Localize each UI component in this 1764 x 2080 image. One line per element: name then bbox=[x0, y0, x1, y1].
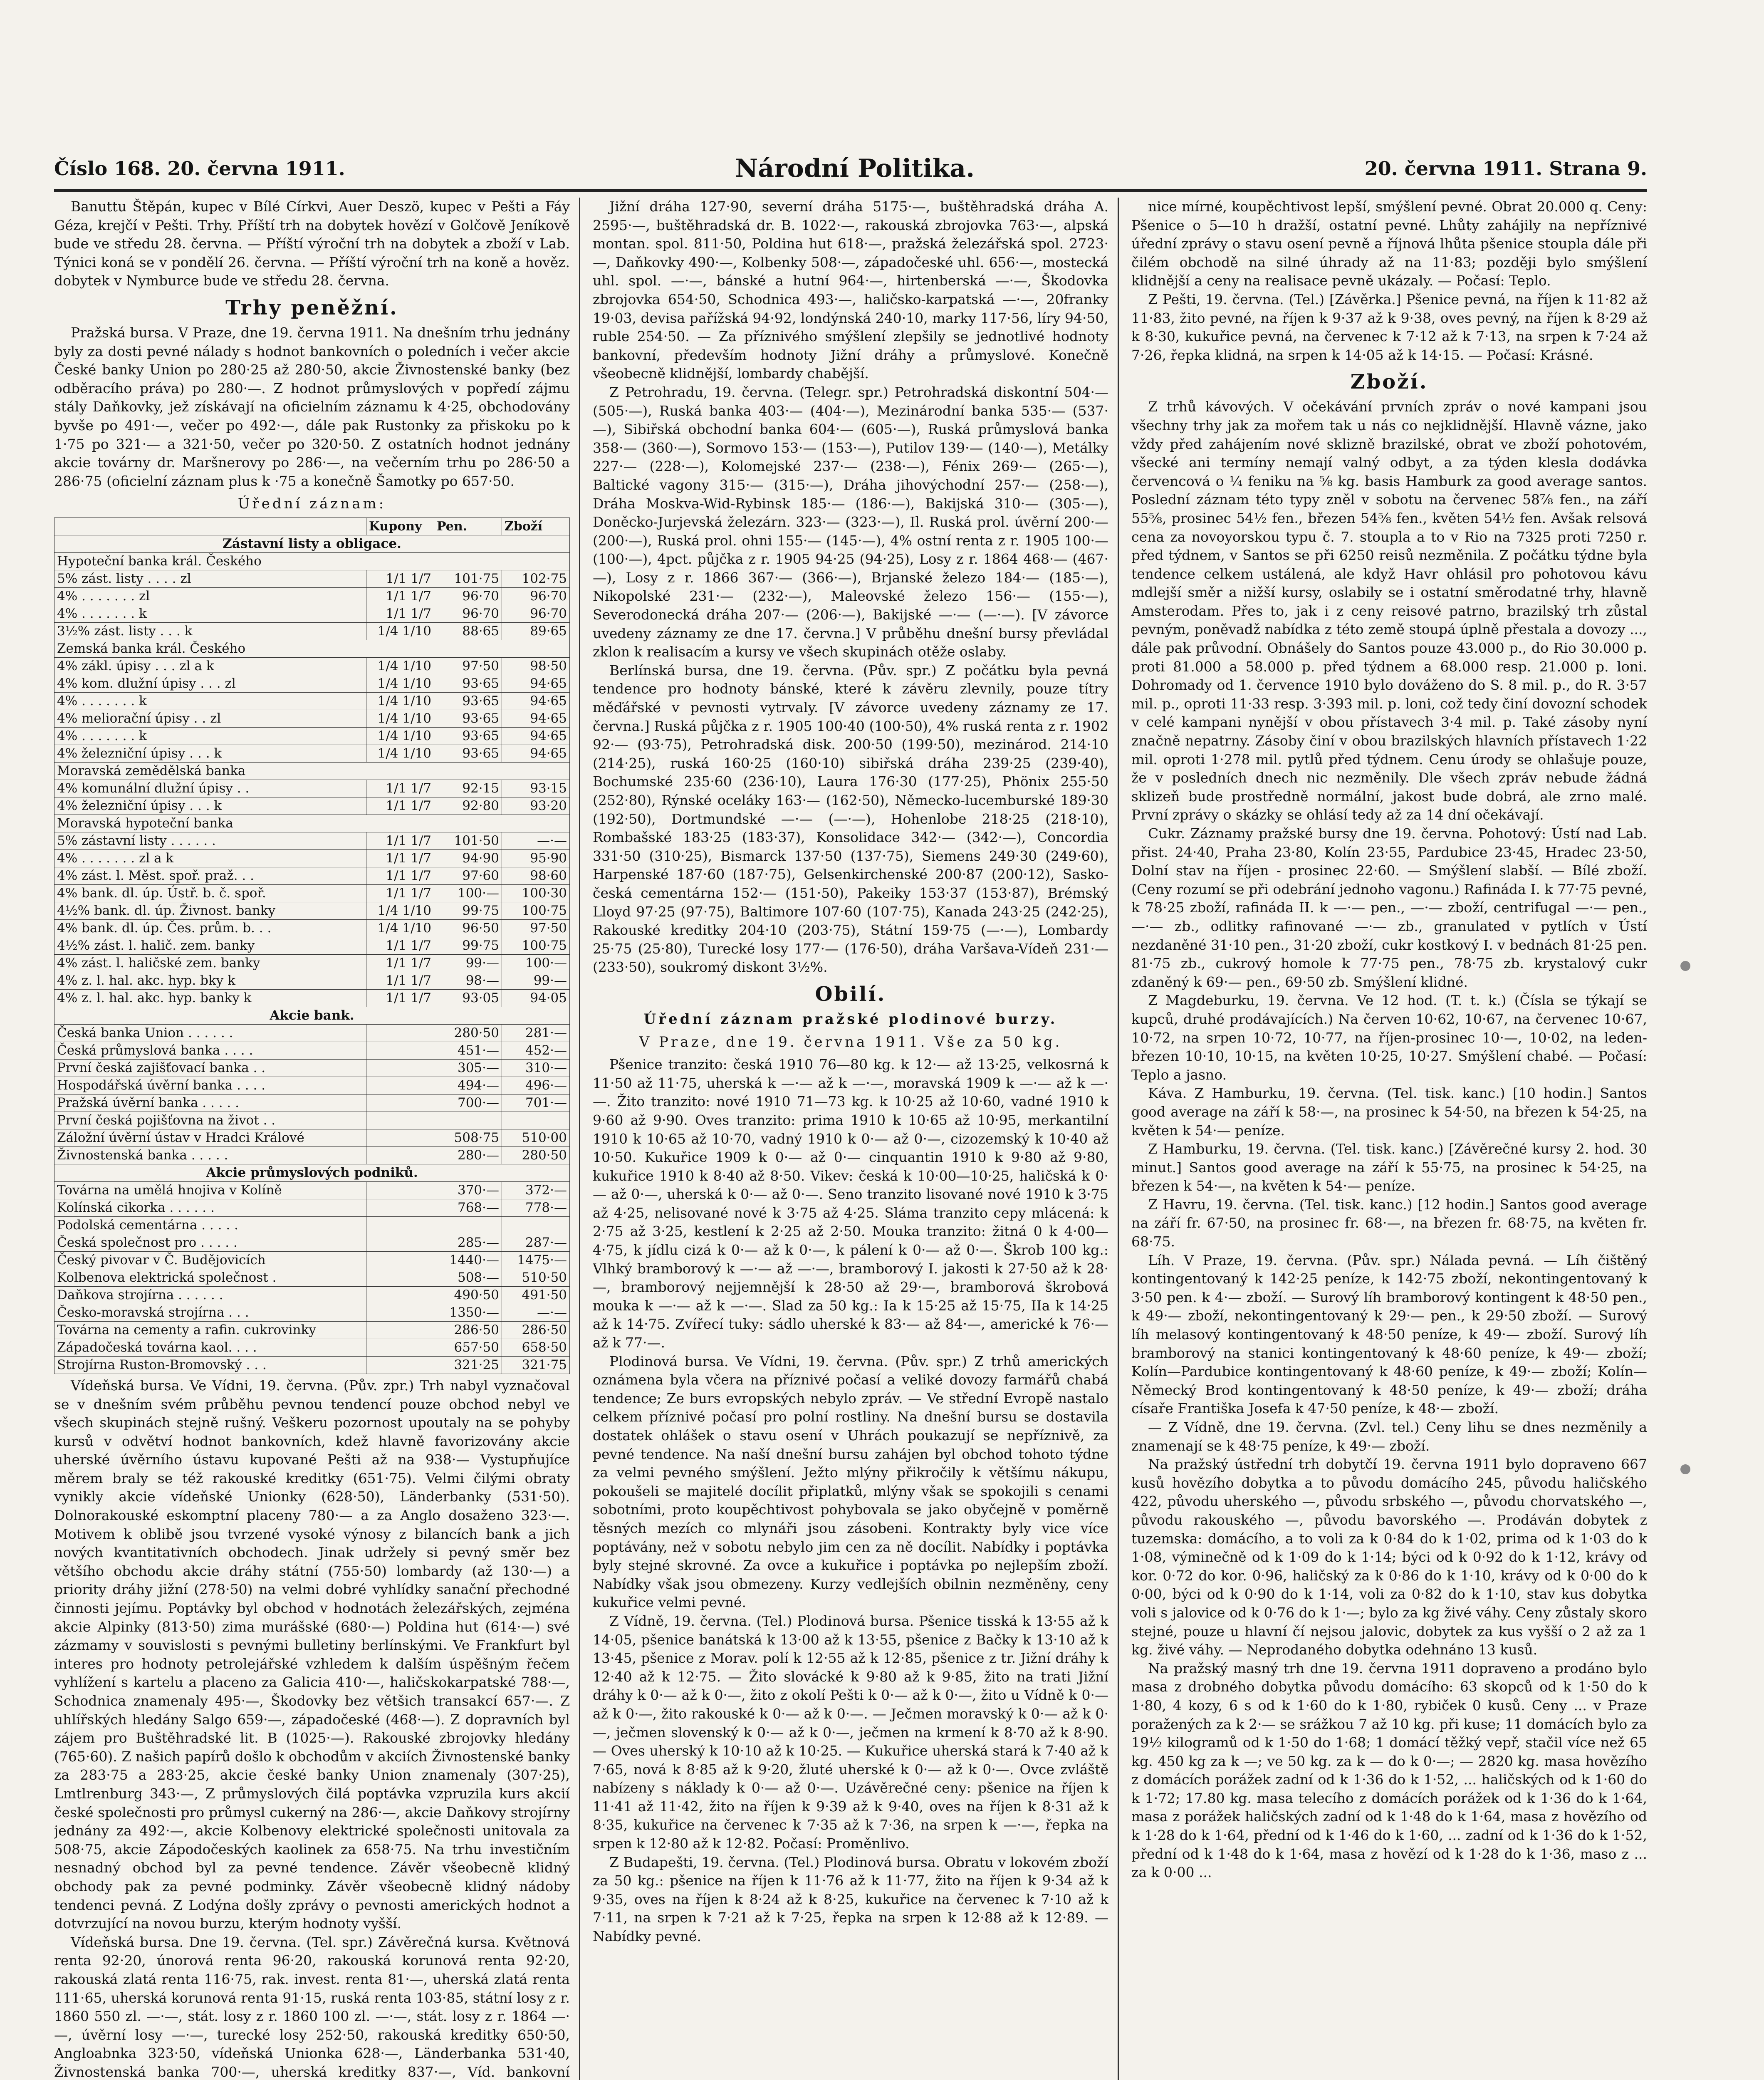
section-title-goods: Zboží. bbox=[1350, 370, 1428, 394]
column-divider bbox=[1118, 198, 1119, 2080]
table-cell-label: 4% . . . . . . . zl bbox=[54, 587, 366, 605]
sugar-article: Cukr. Záznamy pražské bursy dne 19. června. Pohotový: Ústí nad Lab. přist. 24·40, Praha 23·80, Kolín 23·55, Pardubice 23·45, Hradec 23·50, Dolní stav na říjen - prosinec 22·60. — Smýšlení slabší. — Bílé zboží. (Ceny rozumí se při odebrání jednoho vagonu.) Rafináda I. k 77·75 pevné, k 78·25 zboží, rafináda II. k —·— pen., —·— zboží, centrifugal —·— pen., —·— zb., odlitky rafinované —·— zb., granulated v pytlích v Ústí nezdaněné 31·10 pen., 31·20 zboží, cukr kostkový I. v bednách 81·25 pen. 81·75 zb., cukrový homole k 77·75 pen., 78·75 zb. krystalový cukr zdaněný k 69·— pen., 69·50 zb. Smýšlení klidné. bbox=[1131, 825, 1647, 990]
table-row bbox=[54, 954, 570, 972]
table-row bbox=[54, 552, 570, 570]
table-row bbox=[54, 780, 570, 797]
table-row bbox=[54, 692, 570, 710]
section-title-money-markets: Trhy peněžní. bbox=[225, 296, 398, 319]
table-cell-price: 88·65 bbox=[434, 622, 502, 640]
table-row bbox=[54, 570, 570, 587]
table-cell-label: 4% kom. dlužní úpisy . . . zl bbox=[54, 675, 366, 692]
page-header bbox=[54, 150, 1647, 187]
table-cell-price: 97·60 bbox=[434, 867, 502, 884]
table-cell-coupons: 1/4 1/10 bbox=[366, 902, 434, 919]
table-cell-label: Kolínská cikorka . . . . . . bbox=[54, 1199, 366, 1216]
table-cell-goods: 94·05 bbox=[502, 989, 570, 1007]
section-title-grain: Obilí. bbox=[815, 982, 886, 1006]
table-cell-label: Továrna na umělá hnojiva v Kolíně bbox=[54, 1181, 366, 1199]
budapest-commodity-article: Z Budapešti, 19. června. (Tel.) Plodinová bursa. Obratu v lokovém zboží za 50 kg.: pšenice na říjen k 11·76 až k 11·77, žito na říjen k 9·34 až k 9·35, oves na říjen k 8·24 až k 8·25, kukuřice na červenec k 7·10 až k 7·11, na srpen k 7·21 až k 7·25, řepka na srpen k 12·88 až k 12·89. — Nabídky pevné. bbox=[593, 1854, 1108, 1945]
table-cell-label: 4% zákl. úpisy . . . zl a k bbox=[54, 657, 366, 675]
table-cell-label: 4% . . . . . . . zl a k bbox=[54, 849, 366, 867]
table-header-row bbox=[54, 518, 570, 535]
table-cell-coupons bbox=[366, 1024, 434, 1042]
table-row bbox=[54, 535, 570, 552]
table-cell-goods: 321·75 bbox=[502, 1356, 570, 1374]
table-cell-coupons bbox=[366, 1251, 434, 1269]
table-cell-label: Záložní úvěrní ústav v Hradci Králové bbox=[54, 1129, 366, 1146]
table-cell-goods: 99·— bbox=[502, 972, 570, 989]
column-1 bbox=[54, 198, 570, 2080]
table-cell-label: 4% železniční úpisy . . . k bbox=[54, 797, 366, 815]
table-row bbox=[54, 1042, 570, 1059]
table-cell-coupons: 1/1 1/7 bbox=[366, 989, 434, 1007]
coffee-markets-article: Z trhů kávových. V očekávání prvních zpráv o nové kampani jsou všechny trhy jak za mořem tak u nás co nejklidnější. Hlavně vázne, jako vždy před zahájením nové sklizně brazilské, obrat ve zboží pohotovém, všecké ani termíny nemají valný odbyt, a za týden klesla dodávka červencová o ¼ feniku na ⅝ kg. basis Hamburk za good average santos. Poslední záznam této typy zněl v sobotu na červenec 58⅞ fen., na září 55⅝, prosinec 54½ fen., březen 54⅝ fen., květen 54½ fen. Avšak relsová cena za novoyorskou typu č. 7. stoupla a to v Rio na 7325 proti 7250 r. před týdnem, v Santos se při 6250 reisů nezměnila. Z počátku týdne byla tendence celkem ustálená, ale když Havr ohlásil pro pohotovou kávu mdlejší směr a nižší kursy, oslabily se i ostatní směrodatné trhy, hlavně Amsterodam. Přes to, jak i z ceny reisové patrno, brazilský trh zůstal pevným, poněvadž nabídka z této země stoupá úplně přestala a dovozy ..., dále pak průvodní. Obnášely do Santos pouze 43.000 p., do Rio 30.000 p. proti 81.000 a 58.000 p. před týdnem a 68.000 resp. 21.000 p. loni. Dohromady od 1. července 1910 bylo dováženo do S. 8 mil. p., do R. 3·57 mil. p., oproti 11·33 resp. 3·393 mil. p. loni, což tedy činí dovozní schodek v celé kampani nynější v obou přístavech 3·4 mil. p. Také zásoby nyní značně nepatrny. Zásoby činí v obou brazilských hlavních přístavech 1·22 mil. oproti 1·278 mil. pytlů před týdnem. Cenu úrody se ohlašuje pouze, že v posledních dnech nic nezměnily. Dle všech zpráv nebude žádná sklizeň bude prostředně normální, jakost bude dobrá, ale zrno malé. První zprávy o skázky se ohlásí tedy až za 14 dní očekávají. bbox=[1131, 399, 1647, 823]
table-cell-coupons bbox=[366, 1216, 434, 1234]
table-cell-coupons: 1/1 1/7 bbox=[366, 867, 434, 884]
table-row bbox=[54, 1007, 570, 1024]
table-cell-goods: 452·— bbox=[502, 1042, 570, 1059]
official-record-title: Úřední záznam: bbox=[238, 495, 386, 513]
table-cell-coupons: 1/4 1/10 bbox=[366, 622, 434, 640]
table-cell-goods: 98·50 bbox=[502, 657, 570, 675]
table-cell-goods: 96·70 bbox=[502, 605, 570, 622]
table-row bbox=[54, 640, 570, 657]
table-cell-label: 4% . . . . . . . k bbox=[54, 727, 366, 745]
table-row bbox=[54, 1112, 570, 1129]
table-cell-price: 99·75 bbox=[434, 902, 502, 919]
table-row bbox=[54, 1129, 570, 1146]
table-cell-goods: 778·— bbox=[502, 1199, 570, 1216]
berlin-exchange-article: Berlínská bursa, dne 19. června. (Pův. spr.) Z počátku byla pevná tendence pro hodnoty bánské, které k závěru zlevnily, pouze títry měďářské v pevnosti vytrvaly. [V závorce uvedeny záznamy ze 17. června.] Ruská půjčka z r. 1905 100·40 (100·50), 4% ruská renta z r. 1902 92·— (93·75), Petrohradská disk. 200·50 (199·50), mezinárod. 214·10 (214·25), ruská 160·25 (160·10) sibiřská dráha 239·25 (239·40), Bochumské 235·60 (236·10), Laura 176·30 (177·25), Phönix 255·50 (252·80), Rýnské oceláky 163·— (162·50), Německo-lucemburské 189·30 (192·50), Dortmundské —·— (—·—), Hohenlobe 218·25 (218·10), Rombašské 183·25 (183·37), Konsolidace 342·— (342·—), Concordia 331·50 (310·25), Bismarck 137·50 (137·75), Siemens 249·30 (249·60), Harpenské 187·60 (187·75), Gelsenkirchenské 200·87 (200·12), Sasko-česká cementárna 152·— (151·50), Pakeiky 153·37 (153·87), Brémský Lloyd 97·25 (97·75), Baltimore 107·60 (107·75), Kanada 243·25 (242·25), Rakouské kreditky 204·10 (203·75), Státní 159·75 (—·—), Lombardy 25·75 (25·80), Turecké losy 177·— (176·50), dráha Varšava-Vídeň 231·— (233·50), soukromý diskont 3½%. bbox=[593, 662, 1108, 976]
table-cell-coupons bbox=[366, 1321, 434, 1339]
spirits-article: Líh. V Praze, 19. června. (Pův. spr.) Nálada pevná. — Líh čištěný kontingentovaný k 142·25 peníze, k 142·75 zboží, nekontingentovaný k 3·50 pen. k 4·— zboží. — Surový líh bramborový kontingent k 48·50 pen., k 49·— zboží, nekontingentovaný k 29·— pen., k 29·50 zboží. — Surový líh melasový kontingentovaný k 48·50 peníze, k 49·— zboží. Surový líh bramborový na stanici kontingentovaný k 48·60 peníze, k 49·— zboží; Kolín—Pardubice kontingentovaný k 48·60 peníze, k 49·— zboží; Kolín—Německý Brod kontingentovaný k 48·50 peníze, k 49·— zboží; dráha císaře Františka Josefa k 47·50 peníze, k 48·— zboží. bbox=[1131, 1252, 1647, 1417]
table-cell-price: 490·50 bbox=[434, 1286, 502, 1304]
table-cell-price: 97·50 bbox=[434, 657, 502, 675]
table-row bbox=[54, 1251, 570, 1269]
table-cell-coupons bbox=[366, 1269, 434, 1286]
table-cell-coupons: 1/4 1/10 bbox=[366, 745, 434, 762]
table-cell-label: 5% zást. listy . . . . zl bbox=[54, 570, 366, 587]
table-cell-label: Pražská úvěrní banka . . . . . bbox=[54, 1094, 366, 1112]
header-rule bbox=[54, 189, 1647, 192]
table-cell-coupons: 1/4 1/10 bbox=[366, 919, 434, 937]
table-cell-label: 4% bank. dl. úp. Čes. prům. b. . . bbox=[54, 919, 366, 937]
table-cell-label: První česká zajišťovací banka . . bbox=[54, 1059, 366, 1077]
table-cell-coupons: 1/4 1/10 bbox=[366, 727, 434, 745]
table-cell-coupons: 1/1 1/7 bbox=[366, 832, 434, 849]
article-paragraph: nice mírné, koupěchtivost lepší, smýšlení pevné. Obrat 20.000 q. Ceny: Pšenice o 5—10 h dražší, ostatní pevné. Lhůty zahájily na nepříznivé úřední zprávy o stavu osení pevně a říjnová lhůta pšenice stoupla dále při čilém obchodě na silné úhrady až na 11·83; později bylo smýšlení klidnější a ceny na realisace pevně ukázaly. — Počasí: Teplo. bbox=[1131, 198, 1647, 289]
table-cell-label: Česko-moravská strojírna . . . bbox=[54, 1304, 366, 1321]
table-cell-label: Český pivovar v Č. Budějovicích bbox=[54, 1251, 366, 1269]
table-cell-goods: 94·65 bbox=[502, 727, 570, 745]
table-cell-label: Živnostenská banka . . . . . bbox=[54, 1146, 366, 1164]
table-row bbox=[54, 797, 570, 815]
table-group-heading: Hypoteční banka král. Českého bbox=[54, 552, 570, 570]
table-cell-coupons bbox=[366, 1059, 434, 1077]
table-section-heading: Akcie bank. bbox=[54, 1007, 570, 1024]
table-cell-label: 4% . . . . . . . k bbox=[54, 692, 366, 710]
table-cell-price: 508·75 bbox=[434, 1129, 502, 1146]
table-cell-price: 657·50 bbox=[434, 1339, 502, 1356]
table-row bbox=[54, 849, 570, 867]
table-row bbox=[54, 1356, 570, 1374]
table-cell-goods: 372·— bbox=[502, 1181, 570, 1199]
table-cell-goods: 310·— bbox=[502, 1059, 570, 1077]
table-row bbox=[54, 1181, 570, 1199]
table-cell-goods: 97·50 bbox=[502, 919, 570, 937]
article-paragraph: Jižní dráha 127·90, severní dráha 5175·—, buštěhradská dráha A. 2595·—, buštěhradská dr. B. 1022·—, rakouská zbrojovka 763·—, alpská montan. spol. 811·50, Poldina hut 618·—, pražská železářská spol. 2723·—, Daňkovky 490·—, Kolbenky 508·—, západočeské uhl. 656·—, mostecká uhl. spol. —·—, bánské a hutní 964·—, hirtenberská —·—, Škodovka zbrojovka 654·50, Schodnica 493·—, haličsko-karpatská —·—, 20franky 19·03, devisa pařížská 94·92, londýnská 240·10, marky 117·56, líry 94·50, ruble 254·50. — Za příznivého smýšlení zlepšily se jednotlivé hodnoty bankovní, především hodnoty Jižní dráhy a průmyslové. Konečně všeobecně klidnější, lombardy chabější. bbox=[593, 198, 1108, 382]
table-cell-label: 4½% bank. dl. úp. Živnost. banky bbox=[54, 902, 366, 919]
table-cell-goods: 510·00 bbox=[502, 1129, 570, 1146]
vienna-closing-article: Vídeňská bursa. Dne 19. června. (Tel. spr.) Závěrečná kursa. Květnová renta 92·20, únorová renta 96·20, rakouská korunová renta 92·20, rakouská zlatá renta 116·75, rak. invest. renta 81·—, uherská zlatá renta 111·65, uherská korunová renta 91·15, ruská renta 103·85, státní losy z r. 1860 550 zl. —·—, stát. losy z r. 1860 100 zl. —·—, stát. losy z r. 1864 —·—, úvěrní losy —·—, turecké losy 252·50, rakouská kreditky 650·50, Angloabnka 323·50, vídeňská Unionka 628·—, Länderbanka 531·40, Živnostenská banka 700·—, uherská kreditky 837·—, Víd. bankovní bbox=[54, 1934, 570, 2080]
table-cell-coupons: 1/1 1/7 bbox=[366, 954, 434, 972]
table-cell-goods: 701·— bbox=[502, 1094, 570, 1112]
table-row bbox=[54, 710, 570, 727]
table-row bbox=[54, 762, 570, 780]
table-cell-price: 96·70 bbox=[434, 605, 502, 622]
meat-market-article: Na pražský masný trh dne 19. června 1911 dopraveno a prodáno bylo masa z drobného dobytka původu domácího: 63 skopců od k 1·50 do k 1·80, 4 kozy, 6 s od k 1·60 do k 1·80, rybiček 0 kusů. Ceny ... v Praze poražených za k 2·— se srážkou 7 až 10 kg. při kuse; 11 domácích bylo za 19½ kilogramů od k 1·50 do 1·68; 1 domácí těžký vepř, stačil více než 65 kg. 450 kg za k —; ve 50 kg. za k — do k 0·—; — 2820 kg. masa hovězího z domácích porážek zadní od k 1·36 do k 1·52, ... haličských od k 1·60 do k 1·72; 17.80 kg. masa telecího z domácích porážek od k 1·36 do k 1·64, masa z porážek haličských zadní od k 1·48 do k 1·64, masa z hovězího od k 1·28 do k 1·64, přední od k 1·46 do k 1·60, ... zadní od k 1·36 do k 1·52, přední od k 1·48 do k 1·64, masa z hovězí od k 1·28 do k 1·36, maso z ... za k 0·00 ... bbox=[1131, 1660, 1647, 1881]
table-cell-price: 280·— bbox=[434, 1146, 502, 1164]
table-cell-coupons bbox=[366, 1042, 434, 1059]
table-cell-coupons: 1/1 1/7 bbox=[366, 972, 434, 989]
table-cell-coupons bbox=[366, 1146, 434, 1164]
table-cell-price: 94·90 bbox=[434, 849, 502, 867]
table-row bbox=[54, 1059, 570, 1077]
table-cell-price: 508·— bbox=[434, 1269, 502, 1286]
table-cell-goods: 510·50 bbox=[502, 1269, 570, 1286]
table-cell-coupons: 1/1 1/7 bbox=[366, 884, 434, 902]
table-cell-goods: 496·— bbox=[502, 1077, 570, 1094]
table-cell-price: 96·50 bbox=[434, 919, 502, 937]
table-cell-price bbox=[434, 1112, 502, 1129]
table-section-heading: Akcie průmyslových podniků. bbox=[54, 1164, 570, 1181]
table-header: Kupony bbox=[366, 518, 434, 535]
table-cell-label: 3½% zást. listy . . . k bbox=[54, 622, 366, 640]
table-cell-coupons: 1/4 1/10 bbox=[366, 710, 434, 727]
table-cell-label: Podolská cementárna . . . . . bbox=[54, 1216, 366, 1234]
table-row bbox=[54, 815, 570, 832]
cattle-market-article: Na pražský ústřední trh dobytčí 19. června 1911 bylo dopraveno 667 kusů hovězího dobytka a to původu domácího 245, původu haličského 422, původu uherského —, původu srbského —, původu chorvatského —, původu rakouského —, původu bavorského —. Prodáván dobytek z tuzemska: domácího, a to voli za k 0·84 do k 1·02, prima od k 1·03 do k 1·08, výminečně od k 1·09 do k 1·14; býci od k 0·92 do k 1·12, krávy od kor. 0·72 do kor. 0·96, haličský za k 0·86 do k 1·10, krávy od k 0·00 do k 0·00, býci od k 0·90 do k 1·14, voli za 0·82 do k 1·10, stav kus dobytka voli s jalovice od k 0·76 do k 1·—; bylo za kg živé váhy. Ceny zůstaly skoro stejné, pouze u hlavní čí nejsou jalovic, dobytek za kus vyšší o 2 až za 1 kg. živé váhy. — Neprodaného dobytka odehnáno 13 kusů. bbox=[1131, 1456, 1647, 1658]
table-cell-label: 4% bank. dl. úp. Ústř. b. č. spoř. bbox=[54, 884, 366, 902]
hamburg-closing-article: Z Hamburku, 19. června. (Tel. tisk. kanc.) [Závěrečné kursy 2. hod. 30 minut.] Santos good average na září k 55·75, na prosinec k 54·25, na březen k 54·—, na květen k 54·— peníze. bbox=[1131, 1141, 1647, 1194]
table-cell-goods: 102·75 bbox=[502, 570, 570, 587]
table-cell-coupons bbox=[366, 1356, 434, 1374]
prague-exchange-article: Pražská bursa. V Praze, dne 19. června 1911. Na dnešním trhu jednány byly za dosti pevné nálady s hodnot bankovních o poledních i večer akcie České banky Union po 280·25 až 280·50, akcie Živnostenské banky (bez odběracího práva) po 280·—. Z hodnot průmyslových v popředí zájmu stály Daňkovky, jež získávají na oficielním záznamu k 4·25, obchodovány byvše po 491·—, večer po 492·—, dále pak Rustonky za přiskoku po k 1·75 po 321·— a 321·50, večer po 320·50. Z ostatních hodnot jednány akcie továrny dr. Maršnerovy po 286·—, na večerním trhu po 286·50 a 286·75 (oficielní záznam plus k ·75 a konečně Šamotky po 657·50. bbox=[54, 324, 570, 489]
havre-article: Z Havru, 19. června. (Tel. tisk. kanc.) [12 hodin.] Santos good average na září fr. 67·50, na prosinec fr. 68·—, na březen fr. 68·75, na květen fr. 68·75. bbox=[1131, 1196, 1647, 1250]
table-cell-price: 93·65 bbox=[434, 692, 502, 710]
table-cell-price: 101·50 bbox=[434, 832, 502, 849]
table-cell-label: Kolbenova elektrická společnost . bbox=[54, 1269, 366, 1286]
table-cell-goods: 287·— bbox=[502, 1234, 570, 1251]
table-section-heading: Zástavní listy a obligace. bbox=[54, 535, 570, 552]
table-row bbox=[54, 657, 570, 675]
table-cell-goods: —·— bbox=[502, 1304, 570, 1321]
table-cell-price: 321·25 bbox=[434, 1356, 502, 1374]
table-cell-coupons bbox=[366, 1094, 434, 1112]
table-row bbox=[54, 675, 570, 692]
vienna-commodity-article: Plodinová bursa. Ve Vídni, 19. června. (Pův. spr.) Z trhů amerických oznámena byla včera na příznivé počasí a veliké dovozy farmářů chabá tendence; Ze burs evropských nebylo zpráv. — Ve střední Evropě nastalo celkem příznivé počasí pro polní rostliny. Na dnešní bursu se dostavila dostatek ohlášek o stavu osení v Uhrách poukazují se nepříznivě, za pevné tendence. Na naší dnešní bursu zahájen byl obchod tohoto týdne za velmi pevného smýšlení. Ježto mlýny přikročily k většímu nákupu, pokoušeli se majitelé docílit připlatků, mlýny však se spokojili s cenami sobotními, proto koupěchtivost pohybovala se jako obyčejně v poměrně těsných mezích co mlynáři jsou zásobeni. Kontrakty byly vice více poptávány, než v sobotu nebylo jim cen za ně docílit. Nabídky i poptávka byly stejné skrovné. Za ovce a kukuřice i poptávka po nejlepším zboží. Nabídky však jsou obmezeny. Kurzy vedlejších obilnin nezměněny, ceny kukuřice velmi pevné. bbox=[593, 1353, 1108, 1611]
table-cell-coupons: 1/4 1/10 bbox=[366, 692, 434, 710]
table-cell-price: 280·50 bbox=[434, 1024, 502, 1042]
table-cell-label: Daňkova strojírna . . . . . . bbox=[54, 1286, 366, 1304]
table-row bbox=[54, 605, 570, 622]
table-row bbox=[54, 884, 570, 902]
table-cell-coupons: 1/1 1/7 bbox=[366, 605, 434, 622]
table-row bbox=[54, 832, 570, 849]
table-cell-price: 99·— bbox=[434, 954, 502, 972]
table-cell-goods: 100·75 bbox=[502, 937, 570, 954]
table-cell-price: 92·80 bbox=[434, 797, 502, 815]
table-cell-coupons: 1/4 1/10 bbox=[366, 675, 434, 692]
grain-subtitle: Úřední záznam pražské plodinové burzy. bbox=[643, 1010, 1058, 1028]
grain-date: V Praze, dne 19. června 1911. Vše za 50 kg. bbox=[639, 1033, 1062, 1050]
vienna-exchange-article: Vídeňská bursa. Ve Vídni, 19. června. (Pův. zpr.) Trh nabyl vyznačoval se v dnešním svém průběhu pevnou tendencí pouze obchod nebyl ve všech skupinách stejně rušný. Veškeru pozornost upoutaly na se pohyby kursů v odvětví hodnot bankovních, kdež hlavně favorizovány akcie uherské úvěrního ústavu kupované Pešti až na 938·— Vystupňujíce měrem braly se též rakouské kreditky (651·75). Velmi čilými obraty vynikly akcie vídeňské Unionky (628·50), Länderbanky (531·50). Dolnorakouské eskomptní placeny 780·— a za Anglo dosaženo 323·—. Motivem k oblibě jsou tvrzené vysoké výnosy z bilancích bank a jich nových kvantitativních obchodech. Jinak udržely si pevný směr bez většího obchodu akcie dráhy státní (755·50) lombardy (až 130·—) a priority dráhy jižní (278·50) na velmi dobré vyhlídky sanační přechodné činnosti jejímu. Poptávky byl obchod v hodnotách železářských, zejména akcie Alpinky (813·50) zima murášské (680·—) Poldina hut (614·—) své zázmamy v souvislosti s pevnými bulletiny berlínskými. Ve Frankfurt byl interes pro hodnoty petrolejářské vzhledem k dalším úspěšným řečem vyhlížení s kartelu a placeno za Galicia 410·—, haličskokarpatské 788·—, Schodnica znamenaly 495·—, Škodovky bez většich transakcí 657·—. Z uhlířských hledány Salgo 659·—, západočeské (468·—). Z dopravních byl zájem pro Buštěhradské lit. B (1025·—). Rakouské zbrojovky hledány (765·60). Z našich papírů došlo k obchodům v akciích Živnostenské banky za 283·75 a 283·25, akcie české banky Union znamenaly (307·25), Lmtlrenburg 343·—, Z průmyslových čilá poptávka vzpruzila kurs akcií české společnosti pro průmysl cukerný na 286·—, akcie Daňkovy strojírny jednány za 492·—, akcie Kolbenovy elektrické společnosti unitovala za 508·75, akcie Zápodočeských kaolinek za 658·75. Na trhu investičním nesnadný obchod byl za pevné tendence. Závěr všeobecně klidný obchody pak za pevné podminky. Závěr všeobecně klidný nádoby tendenci pevná. Z Lodýna došly zprávy o pevnosti amerických hodnot a dotvrzující na novou burzu, kterým hodnoty vyšší. bbox=[54, 1377, 570, 1932]
table-row bbox=[54, 867, 570, 884]
table-cell-price: 768·— bbox=[434, 1199, 502, 1216]
table-cell-label: 4% zást. l. haličské zem. banky bbox=[54, 954, 366, 972]
table-cell-price: 96·70 bbox=[434, 587, 502, 605]
table-cell-goods: —·— bbox=[502, 832, 570, 849]
table-header bbox=[54, 518, 366, 535]
table-cell-price: 451·— bbox=[434, 1042, 502, 1059]
table-cell-label: Strojírna Ruston-Bromovský . . . bbox=[54, 1356, 366, 1374]
table-cell-price: 99·75 bbox=[434, 937, 502, 954]
table-cell-goods: 93·20 bbox=[502, 797, 570, 815]
table-cell-label: První česká pojišťovna na život . . bbox=[54, 1112, 366, 1129]
table-cell-label: Česká průmyslová banka . . . . bbox=[54, 1042, 366, 1059]
margin-dot bbox=[1680, 1464, 1690, 1474]
table-cell-label: Západočeská továrna kaol. . . . bbox=[54, 1339, 366, 1356]
table-cell-price: 92·15 bbox=[434, 780, 502, 797]
table-row bbox=[54, 1024, 570, 1042]
intro-text: Banuttu Štěpán, kupec v Bílé Církvi, Auer Deszö, kupec v Pešti a Fáy Géza, krejčí v Pešti. Trhy. Příští trh na dobytek hovězí v Golčově Jeníkově bude ve středu 28. června. — Příští výroční trh na dobytek a zboží v Lab. Týnici koná se v pondělí 26. června. — Příští výroční trh na koně a hověz. dobytek v Nymburce bude ve středu 28. června. bbox=[54, 198, 570, 289]
petersburg-exchange-article: Z Petrohradu, 19. června. (Telegr. spr.) Petrohradská diskontní 504·— (505·—), Ruská banka 403·— (404·—), Mezinárodní banka 535·— (537·—), Sibiřská obchodní banka 604·— (605·—), Ruská průmyslová banka 358·— (360·—), Sormovo 153·— (153·—), Putilov 139·— (140·—), Metálky 227·— (228·—), Kolomejské 237·— (238·—), Fénix 269·— (265·—), Baltické vagony 315·— (315·—), Dráha jihovýchodní 257·— (258·—), Dráha Moskva-Wid-Rybinsk 185·— (186·—), Bakijská 310·— (305·—), Doněcko-Jurjevská železárn. 323·— (323·—), Il. Ruská prol. úvěrní 200·— (200·—), Ruská prol. ohni 155·— (145·—), 4% ostní renta z r. 1905 100·— (100·—), 4pct. půjčka z r. 1905 94·25 (94·25), Losy z r. 1864 468·— (467·—), Losy z r. 1866 367·— (366·—), Brjanské železo 184·— (185·—), Nikopolské 231·— (232·—), Maleovské železo 156·— (155·—), Severodonecká dráha 207·— (206·—), Bakijské —·— (—·—). [V závorce uvedeny záznamy ze dne 17. června.] V průběhu dnešní bursy převládal zklon k realisacím a kursy ve všech skupinách otěže oslaby. bbox=[593, 384, 1108, 660]
table-cell-goods: 281·— bbox=[502, 1024, 570, 1042]
table-cell-goods: 491·50 bbox=[502, 1286, 570, 1304]
table-cell-label: 4% z. l. hal. akc. hyp. bky k bbox=[54, 972, 366, 989]
table-cell-label: 4½% zást. l. halič. zem. banky bbox=[54, 937, 366, 954]
table-cell-coupons: 1/1 1/7 bbox=[366, 849, 434, 867]
table-row bbox=[54, 622, 570, 640]
table-row bbox=[54, 1339, 570, 1356]
table-cell-label: 5% zástavní listy . . . . . . bbox=[54, 832, 366, 849]
table-cell-label: 4% železniční úpisy . . . k bbox=[54, 745, 366, 762]
newspaper-title: Národní Politika. bbox=[735, 154, 975, 183]
table-cell-label: Hospodářská úvěrní banka . . . . bbox=[54, 1077, 366, 1094]
magdeburg-article: Z Magdeburku, 19. června. Ve 12 hod. (T. t. k.) (Čísla se týkají se kupců, druhé prodávajících.) Na červen 10·62, 10·67, na červenec 10·67, 10·72, na srpen 10·72, 10·77, na říjen-prosinec 10·—, 10·02, na leden-březen 10·10, 10·15, na květen 10·25, 10·27. Smýšlení chabé. — Počasí: Teplo a jasno. bbox=[1131, 992, 1647, 1083]
table-cell-goods: 280·50 bbox=[502, 1146, 570, 1164]
margin-dot bbox=[1680, 961, 1690, 971]
table-row bbox=[54, 727, 570, 745]
table-cell-goods: 94·65 bbox=[502, 675, 570, 692]
table-cell-coupons: 1/1 1/7 bbox=[366, 780, 434, 797]
table-cell-coupons bbox=[366, 1199, 434, 1216]
table-cell-goods bbox=[502, 1112, 570, 1129]
table-cell-price: 286·50 bbox=[434, 1321, 502, 1339]
coffee-hamburg-article: Káva. Z Hamburku, 19. června. (Tel. tisk. kanc.) [10 hodin.] Santos good average na září k 58·—, na prosinec k 54·50, na březen k 54·25, na květen k 54·— peníze. bbox=[1131, 1085, 1647, 1139]
table-row bbox=[54, 972, 570, 989]
table-row bbox=[54, 587, 570, 605]
table-header: Zboží bbox=[502, 518, 570, 535]
table-cell-coupons bbox=[366, 1286, 434, 1304]
table-cell-goods: 1475·— bbox=[502, 1251, 570, 1269]
table-cell-goods: 98·60 bbox=[502, 867, 570, 884]
table-header: Pen. bbox=[434, 518, 502, 535]
table-row bbox=[54, 1094, 570, 1112]
securities-table-body bbox=[54, 535, 570, 1374]
table-group-heading: Moravská zemědělská banka bbox=[54, 762, 570, 780]
table-cell-goods: 89·65 bbox=[502, 622, 570, 640]
table-cell-price: 1440·— bbox=[434, 1251, 502, 1269]
table-cell-coupons: 1/1 1/7 bbox=[366, 587, 434, 605]
table-cell-coupons: 1/1 1/7 bbox=[366, 937, 434, 954]
table-row bbox=[54, 1321, 570, 1339]
table-cell-coupons: 1/4 1/10 bbox=[366, 657, 434, 675]
table-row bbox=[54, 1199, 570, 1216]
table-cell-coupons bbox=[366, 1181, 434, 1199]
table-cell-coupons: 1/1 1/7 bbox=[366, 797, 434, 815]
table-row bbox=[54, 1216, 570, 1234]
table-row bbox=[54, 1286, 570, 1304]
table-row bbox=[54, 1304, 570, 1321]
pest-closing-article: Z Pešti, 19. června. (Tel.) [Závěrka.] Pšenice pevná, na říjen k 11·82 až 11·83, žito pevné, na říjen k 9·37 až k 9·38, oves pevný, na říjen k 8·29 až k 8·30, kukuřice pevná, na červenec k 7·12 až k 7·13, na srpen k 7·24 až 7·26, řepka klidná, na srpen k 14·05 až k 14·15. — Počasí: Krásné. bbox=[1131, 291, 1647, 363]
table-cell-goods: 94·65 bbox=[502, 745, 570, 762]
table-cell-price: 93·65 bbox=[434, 745, 502, 762]
table-row bbox=[54, 937, 570, 954]
table-cell-label: Továrna na cementy a rafin. cukrovinky bbox=[54, 1321, 366, 1339]
table-group-heading: Moravská hypoteční banka bbox=[54, 815, 570, 832]
table-cell-price: 370·— bbox=[434, 1181, 502, 1199]
vienna-commodity-telegram: Z Vídně, 19. června. (Tel.) Plodinová bursa. Pšenice tisská k 13·55 až k 14·05, pšenice banátská k 13·00 až k 13·55, pšenice z Bačky k 13·10 až k 13·45, pšenice z Morav. polí k 12·55 až k 12·85, pšenice z tr. Jižní dráhy k 12·40 až k 12·75. — Žito slovácké k 9·80 až k 9·85, žito na trati Jižní dráhy k 0·— až k 0·—, žito z okolí Pešti k 0·— až k 0·—, žito u Vídně k 0·— až k 0·—, žito rakouské k 0·— až k 0·—. — Ječmen moravský k 0·— až k 0·—, ječmen slovenský k 0·— až k 0·—, ječmen na krmení k 8·70 až k 8·90. — Oves uherský k 10·10 až k 10·25. — Kukuřice uherská stará k 7·40 až k 7·65, nová k 8·85 až k 9·20, žluté uherské k 0·— až k 0·—. Ovce zvláště nabízeny s náklady k 0·— až 0·—. Uzávěrečné ceny: pšenice na říjen k 11·41 až 11·42, žito na říjen k 9·39 až k 9·40, oves na říjen k 8·31 až k 8·35, kukuřice na červenec k 7·35 až k 7·36, na srpen k —·—, řepka na srpen k 12·80 až k 12·82. Počasí: Proměnlivo. bbox=[593, 1612, 1108, 1852]
column-3 bbox=[1131, 198, 1647, 2080]
column-divider bbox=[579, 198, 580, 2080]
table-cell-goods: 100·75 bbox=[502, 902, 570, 919]
page-number: 20. června 1911. Strana 9. bbox=[1364, 157, 1647, 180]
table-group-heading: Zemská banka král. Českého bbox=[54, 640, 570, 657]
table-row bbox=[54, 1269, 570, 1286]
table-row bbox=[54, 1077, 570, 1094]
table-cell-goods: 286·50 bbox=[502, 1321, 570, 1339]
table-row bbox=[54, 745, 570, 762]
table-cell-coupons bbox=[366, 1304, 434, 1321]
vienna-spirits-article: — Z Vídně, dne 19. června. (Zvl. tel.) Ceny lihu se dnes nezměnily a znamenají se k 48·75 peníze, k 49·— zboží. bbox=[1131, 1419, 1647, 1454]
table-row bbox=[54, 902, 570, 919]
table-cell-price: 98·— bbox=[434, 972, 502, 989]
table-cell-coupons: 1/1 1/7 bbox=[366, 570, 434, 587]
table-cell-price: 700·— bbox=[434, 1094, 502, 1112]
table-cell-coupons bbox=[366, 1077, 434, 1094]
table-cell-label: 4% . . . . . . . k bbox=[54, 605, 366, 622]
table-row bbox=[54, 989, 570, 1007]
table-cell-goods bbox=[502, 1216, 570, 1234]
table-cell-coupons bbox=[366, 1112, 434, 1129]
table-cell-price: 285·— bbox=[434, 1234, 502, 1251]
table-cell-goods: 100·— bbox=[502, 954, 570, 972]
table-cell-price: 101·75 bbox=[434, 570, 502, 587]
table-cell-price: 100·— bbox=[434, 884, 502, 902]
table-cell-label: 4% meliorační úpisy . . zl bbox=[54, 710, 366, 727]
table-cell-label: 4% z. l. hal. akc. hyp. banky k bbox=[54, 989, 366, 1007]
table-row bbox=[54, 919, 570, 937]
table-row bbox=[54, 1164, 570, 1181]
table-cell-price: 93·65 bbox=[434, 727, 502, 745]
table-cell-goods: 94·65 bbox=[502, 692, 570, 710]
table-cell-label: 4% zást. l. Měst. spoř. praž. . . bbox=[54, 867, 366, 884]
table-cell-coupons bbox=[366, 1339, 434, 1356]
table-cell-label: 4% komunální dlužní úpisy . . bbox=[54, 780, 366, 797]
securities-table bbox=[54, 518, 570, 1374]
table-cell-coupons bbox=[366, 1234, 434, 1251]
table-cell-goods: 95·90 bbox=[502, 849, 570, 867]
table-cell-price: 494·— bbox=[434, 1077, 502, 1094]
table-cell-goods: 94·65 bbox=[502, 710, 570, 727]
table-row bbox=[54, 1234, 570, 1251]
table-cell-price: 305·— bbox=[434, 1059, 502, 1077]
table-cell-label: Česká banka Union . . . . . . bbox=[54, 1024, 366, 1042]
table-cell-goods: 96·70 bbox=[502, 587, 570, 605]
table-cell-coupons bbox=[366, 1129, 434, 1146]
table-cell-goods: 93·15 bbox=[502, 780, 570, 797]
table-cell-price: 93·05 bbox=[434, 989, 502, 1007]
table-row bbox=[54, 1146, 570, 1164]
table-cell-price: 1350·— bbox=[434, 1304, 502, 1321]
table-cell-price: 93·65 bbox=[434, 675, 502, 692]
table-cell-goods: 658·50 bbox=[502, 1339, 570, 1356]
issue-number: Číslo 168. 20. června 1911. bbox=[54, 157, 345, 180]
column-2 bbox=[593, 198, 1108, 2080]
table-cell-label: Česká společnost pro . . . . . bbox=[54, 1234, 366, 1251]
table-cell-price bbox=[434, 1216, 502, 1234]
table-cell-goods: 100·30 bbox=[502, 884, 570, 902]
table-cell-price: 93·65 bbox=[434, 710, 502, 727]
grain-prices-article: Pšenice tranzito: česká 1910 76—80 kg. k 12·— až 13·25, velkosrná k 11·50 až 11·75, uherská k —·— až k —·—, moravská 1909 k —·— až k —·—. Žito tranzito: nové 1910 71—73 kg. k 10·25 až 10·60, vadné 1910 k 9·60 až 9·90. Oves tranzito: prima 1910 k 10·65 až 10·95, merkantilní 1910 k 10·65 až 10·70, vadný 1910 k 0·— až 0·—, cizozemský k 10·40 až 10·50. Kukuřice 1909 k 0·— až 0·— cinquantin 1910 k 9·80 až 9·80, kukuřice 1910 k 8·40 až 8·50. Vikev: česká k 10·00—10·25, haličská k 0·— až 0·—, uherská k 0·— až 0·—. Seno tranzito lisované nové 1910 k 3·75 až 4·25, nelisované nové k 3·75 až 4·25. Sláma tranzito cepy mlácená: k 2·75 až 3·25, kestlení k 2·25 až 2·50. Mouka tranzito: žitná 0 k 4·00—4·75, k jídlu cizá k 0·— až k 0·—, k pálení k 0·— až 0·—. Škrob 100 kg.: Vlhký bramborový k —·— až —·—, bramborový I. jakosti k 27·50 až k 28·—, bramborový nejjemnější k 28·50 až 29·—, bramborová škrobová mouka k —·— až k —·—. Slad za 50 kg.: Ia k 15·25 až 15·75, IIa k 14·25 až k 14·75. Zvířecí tuky: sádlo uherské k 83·— až 84·—, americké k 76·— až k 77·—. bbox=[593, 1056, 1108, 1351]
